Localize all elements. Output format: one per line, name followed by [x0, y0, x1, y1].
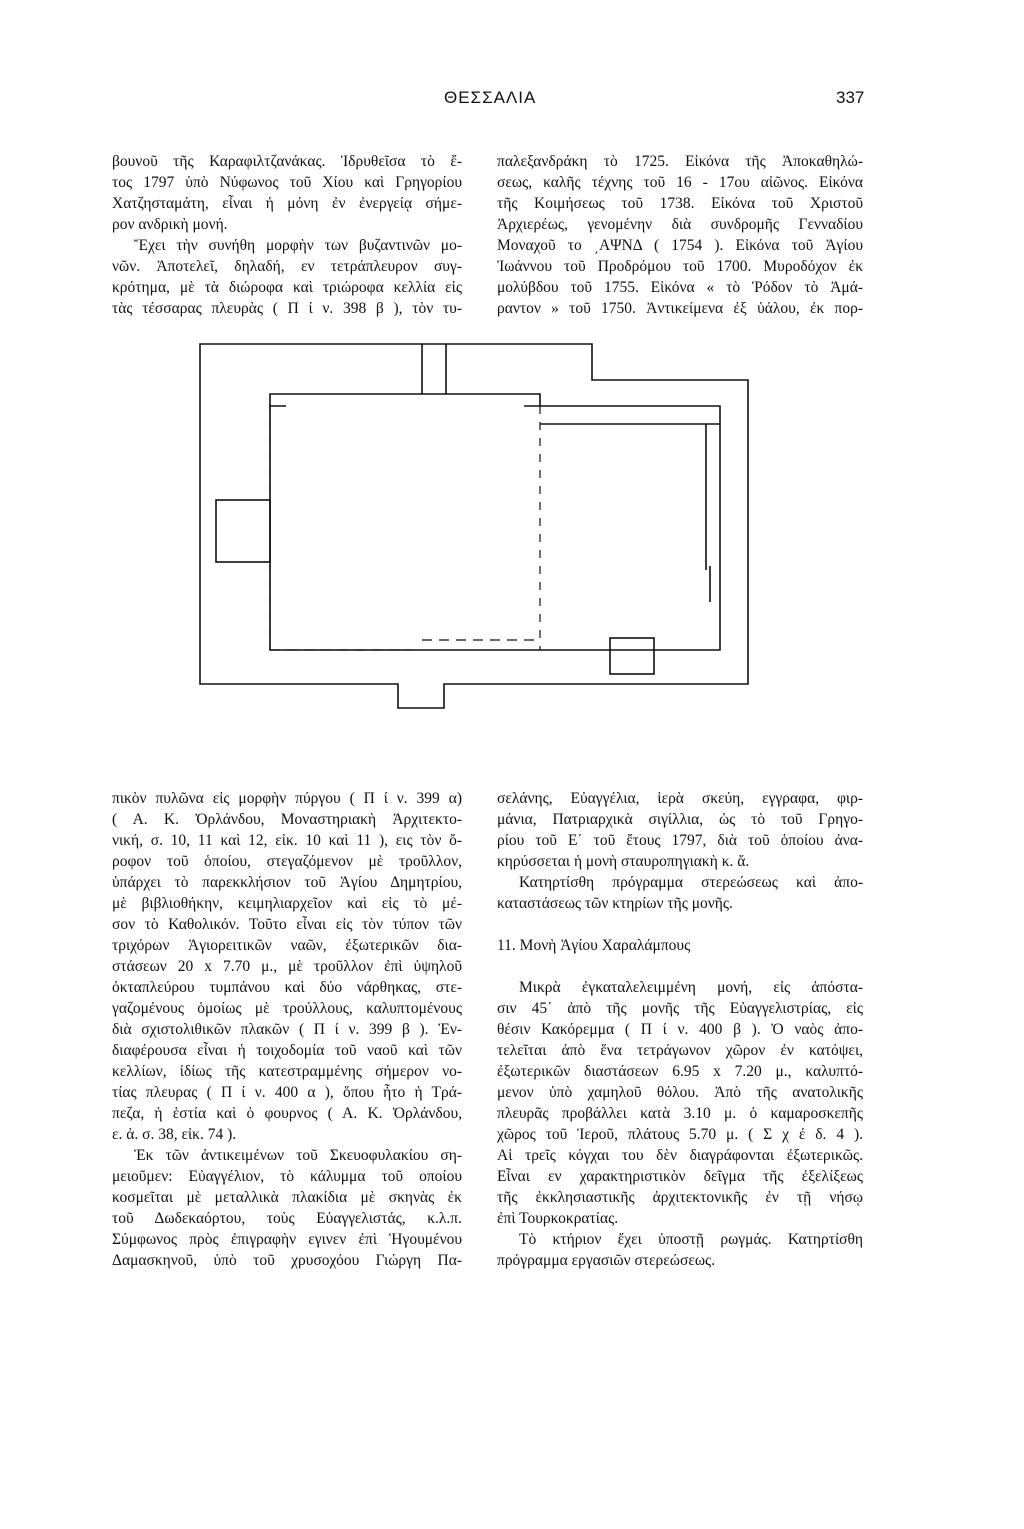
- text-line: τῆς Κοιμήσεως τοῦ 1738. Εἰκόνα τοῦ Χριστοῦ: [497, 195, 863, 212]
- outer-wall: [200, 344, 748, 708]
- text-line: Κατηρτίσθη πρόγραμμα στερεώσεως καὶ ἀπο-: [519, 874, 863, 891]
- text-line: σιν 45΄ ἀπὸ τῆς μονῆς τῆς Εὐαγγελιστρίας, εἰς: [497, 1000, 863, 1017]
- text-line: ὀκταπλεύρου τυμπάνου καὶ δύο νάρθηκας, στε-: [112, 979, 462, 996]
- west-annex: [216, 500, 270, 562]
- text-line: ( Α. Κ. Ὀρλάνδου, Μοναστηριακὴ Ἀρχιτεκτο-: [112, 811, 462, 828]
- text-column-bottom-left: [112, 788, 462, 1271]
- text-column-bottom-right: [497, 788, 863, 1271]
- text-line: διὰ σχιστολιθικῶν πλακῶν ( Π ί ν. 399 β ). Ἐν-: [112, 1021, 462, 1038]
- text-column-top-left: [112, 151, 462, 319]
- text-line: κοσμεῖται μὲ μεταλλικὰ πλακίδια μὲ σκηνὰς ἐκ: [112, 1189, 462, 1206]
- text-line: Ἔχει τὴν συνήθη μορφὴν των βυζαντινῶν μο-: [134, 237, 462, 254]
- text-line: μὲ βιβλιοθήκην, κειμηλιαρχεῖον καὶ εἰς τὸ μέ-: [112, 895, 462, 912]
- spacer: [497, 956, 863, 977]
- text-line: Ἰωάννου τοῦ Προδρόμου τοῦ 1700. Μυροδόχον ἐκ: [497, 258, 863, 275]
- text-line: τελεῖται ἀπὸ ἕνα τετράγωνον χῶρον ἐν κατόψει,: [497, 1042, 863, 1059]
- text-line: πικὸν πυλῶνα εἰς μορφὴν πύργου ( Π ί ν. 399 α): [112, 790, 462, 807]
- text-line: κηρύσσεται ἡ μονὴ σταυροπηγιακὴ κ. ἄ.: [497, 853, 750, 870]
- text-line: καταστάσεως τῶν κτηρίων τῆς μονῆς.: [497, 895, 733, 912]
- text-line: Δαμασκηνοῦ, ὑπὸ τοῦ χρυσοχόου Γιώργη Πα-: [112, 1252, 462, 1269]
- text-line: τὰς τέσσαρας πλευρὰς ( Π ί ν. 398 β ), τὸν τυ-: [112, 300, 462, 317]
- inner-wall: [270, 394, 720, 650]
- section-heading: 11. Μονὴ Ἁγίου Χαραλάμπους: [497, 937, 691, 954]
- text-line: σεως, καλῆς τέχνης τοῦ 16 - 17ου αἰῶνος. Εἰκόνα: [497, 174, 863, 191]
- text-line: νῶν. Ἀποτελεῖ, δηλαδή, εν τετράπλευρον συγ-: [112, 258, 462, 275]
- text-line: μειοῦμεν: Εὐαγγέλιον, τὸ κάλυμμα τοῦ οποίου: [112, 1168, 462, 1185]
- dashed-line-bottom: [270, 640, 540, 650]
- page-number: 337: [836, 88, 865, 107]
- katholikon-right-wall: [706, 424, 710, 602]
- text-line: σελάνης, Εὐαγγέλια, ἱερὰ σκεύη, εγγραφα, φιρ-: [497, 790, 863, 807]
- text-line: τῆς ἐκκλησιαστικῆς ἀρχιτεκτονικῆς ἐν τῇ νήσῳ: [497, 1189, 863, 1206]
- text-line: ρίου τοῦ Ε΄ τοῦ ἔτους 1797, διὰ τοῦ ὁποίου ἀνα-: [497, 832, 863, 849]
- text-line: Εἶναι εν χαρακτηριστικὸν δεῖγμα τῆς ἐξελίξεως: [497, 1168, 863, 1185]
- text-line: Ἀρχιερέως, γενομένην διὰ συνδρομῆς Γενναδίου: [497, 216, 863, 233]
- text-line: Αἱ τρεῖς κόγχαι του δὲν διαγράφονται ἐξωτερικῶς.: [497, 1147, 863, 1164]
- text-line: στάσεων 20 x 7.70 μ., μὲ τροῦλλον ἐπὶ ὑψηλοῦ: [112, 958, 462, 975]
- text-line: τριχόρων Ἁγιορειτικῶν ναῶν, ἐξωτερικῶν δια-: [112, 937, 462, 954]
- text-line: Τὸ κτήριον ἔχει ὑποστῇ ρωγμάς. Κατηρτίσθη: [519, 1231, 863, 1248]
- text-line: πρόγραμμα εργασιῶν στερεώσεως.: [497, 1252, 716, 1269]
- text-column-top-right: [497, 151, 863, 319]
- text-line: πλευρᾶς προβάλλει κατὰ 3.10 μ. ὁ καμαροσκεπῆς: [497, 1105, 863, 1122]
- text-line: ἐπὶ Τουρκοκρατίας.: [497, 1210, 619, 1227]
- text-line: νική, σ. 10, 11 καὶ 12, εἰκ. 10 καὶ 11 ), εις τὸν ὄ-: [112, 832, 462, 849]
- southeast-room: [610, 638, 654, 674]
- text-line: κελλίων, ἰδίως τῆς κατεστραμμένης σήμερον νο-: [112, 1063, 462, 1080]
- floor-plan-drawing: [170, 338, 860, 718]
- text-line: Μοναχοῦ το ͵ΑΨΝΔ ( 1754 ). Εἰκόνα τοῦ Ἁγίου: [497, 237, 863, 254]
- text-line: διαφέρουσα εἶναι ἡ τοιχοδομία τοῦ ναοῦ καὶ τῶν: [112, 1042, 462, 1059]
- text-line: ε. ἀ. σ. 38, εἰκ. 74 ).: [112, 1126, 237, 1143]
- text-line: ραντον » τοῦ 1750. Ἀντικείμενα ἐξ ὑάλου, ἐκ πορ-: [497, 300, 863, 317]
- text-line: μενον ὑπὸ χαμηλοῦ θόλου. Ἀπὸ τῆς ανατολικῆς: [497, 1084, 863, 1101]
- text-line: χῶρος τοῦ Ἱεροῦ, πλάτους 5.70 μ. ( Σ χ έ δ. 4 ).: [497, 1126, 863, 1143]
- text-line: τος 1797 ὑπὸ Νύφωνος τοῦ Χίου καὶ Γρηγορίου: [112, 174, 462, 191]
- text-line: πεζα, ἡ ἑστία καὶ ὁ φουρνος ( Α. Κ. Ὀρλάνδου,: [112, 1105, 462, 1122]
- text-line: ὑπάρχει τὸ παρεκκλήσιον τοῦ Ἁγίου Δημητρίου,: [112, 874, 462, 891]
- text-line: μολύβδου τοῦ 1755. Εἰκόνα « τὸ Ῥόδον τὸ Ἀμά-: [497, 279, 863, 296]
- text-line: μάνια, Πατριαρχικὰ σιγίλλια, ὡς τὸ τοῦ Γρηγο-: [497, 811, 863, 828]
- text-line: σον τὸ Καθολικόν. Τοῦτο εἶναι εἰς τὸν τύπον τῶν: [112, 916, 462, 933]
- floor-plan-figure: [170, 338, 860, 718]
- gate-tower: [422, 344, 446, 394]
- text-line: Μικρὰ ἐγκαταλελειμμένη μονή, εἰς ἀπόστα-: [519, 979, 863, 996]
- running-title: ΘΕΣΣΑΛΙΑ: [444, 88, 537, 107]
- text-line: ἐξωτερικῶν διαστάσεων 6.95 x 7.20 μ., καλυπτό-: [497, 1063, 863, 1080]
- text-line: Χατζησταμάτη, εἶναι ἡ μόνη ἐν ἐνεργείᾳ σήμε-: [112, 195, 462, 212]
- text-line: Ἐκ τῶν ἀντικειμένων τοῦ Σκευοφυλακίου ση-: [134, 1147, 462, 1164]
- text-line: τοῦ Δωδεκαόρτου, τοὺς Εὐαγγελιστάς, κ.λ.π.: [112, 1210, 462, 1227]
- text-line: ρον ανδρικὴ μονή.: [112, 216, 228, 233]
- text-line: ροφον τοῦ ὁποίου, στεγαζόμενον μὲ τροῦλλον,: [112, 853, 462, 870]
- text-line: γαζομένους ὁμοίως μὲ τρούλλους, καλυπτομένους: [112, 1000, 462, 1017]
- text-line: κρότημα, μὲ τὰ διώροφα καὶ τριώροφα κελλία εἰς: [112, 279, 462, 296]
- text-line: παλεξανδράκη τὸ 1725. Εἰκόνα τῆς Ἀποκαθηλώ-: [497, 153, 863, 170]
- text-line: θέσιν Κακόρεμμα ( Π ί ν. 400 β ). Ὁ ναὸς ἀπο-: [497, 1021, 863, 1038]
- spacer: [497, 914, 863, 935]
- text-line: τίας πλευρας ( Π ί ν. 400 α ), ὅπου ἦτο ἡ Τρά-: [112, 1084, 462, 1101]
- page-header: [0, 88, 1024, 112]
- text-line: βουνοῦ τῆς Καραφιλτζανάκας. Ἱδρυθεῖσα τὸ ἔ-: [112, 153, 462, 170]
- text-line: Σύμφωνος πρὸς ἐπιγραφὴν εγινεν ἐπὶ Ἡγουμένου: [112, 1231, 462, 1248]
